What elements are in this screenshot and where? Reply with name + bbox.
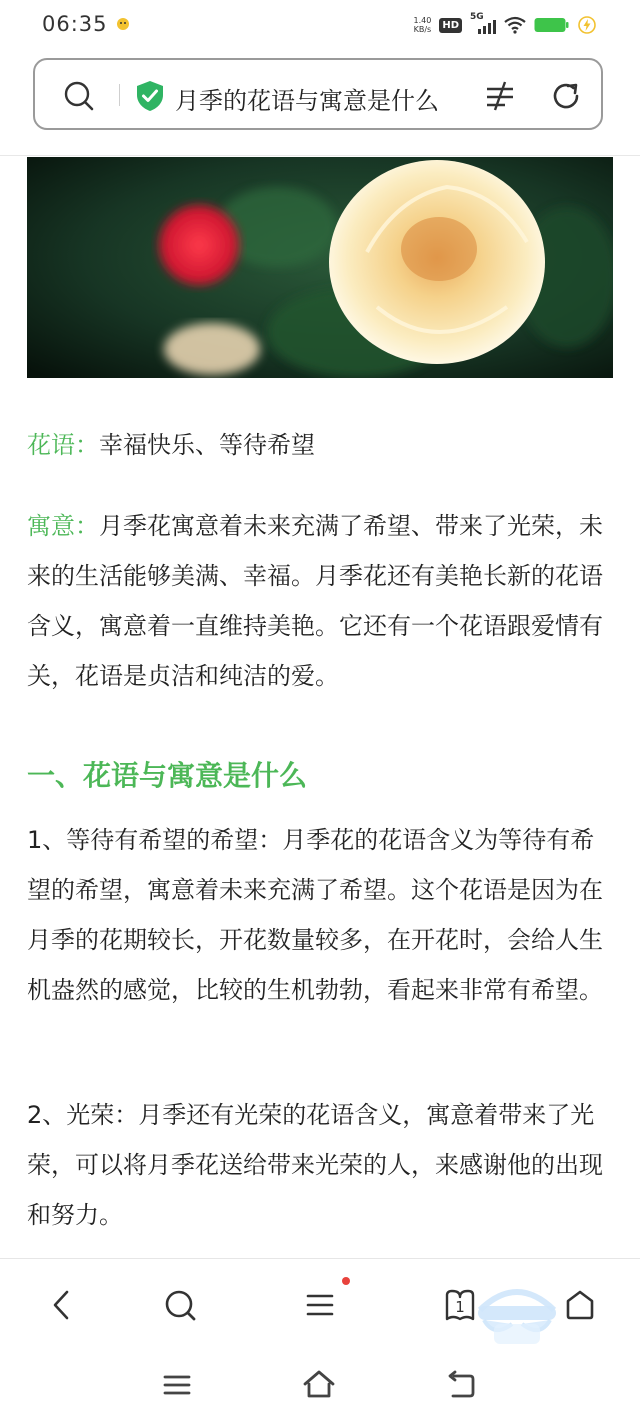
- back-icon[interactable]: [42, 1285, 82, 1325]
- status-bar: [0, 0, 640, 52]
- meaning-paragraph: [27, 501, 617, 701]
- meaning-text: 月季花寓意着未来充满了希望、带来了光荣，未来的生活能够美满、幸福。月季花还有美艳长新的花语含义，寓意着一直维持美艳。它还有一个花语跟爱情有关，花语是贞洁和纯洁的爱。: [27, 512, 603, 690]
- rose-photo: [27, 157, 613, 378]
- menu-notification-dot: [342, 1277, 350, 1285]
- net-speed: 1.40 KB/s: [413, 16, 432, 34]
- flower-language-text: 幸福快乐、等待希望: [99, 431, 315, 459]
- address-bar[interactable]: [33, 58, 603, 130]
- address-divider: [119, 84, 120, 106]
- text-tool-icon[interactable]: [483, 80, 517, 112]
- battery-icon: [534, 16, 570, 34]
- flower-language-paragraph: [27, 420, 617, 470]
- system-nav-bar: [0, 1350, 640, 1422]
- system-home-icon[interactable]: [302, 1368, 336, 1402]
- shield-check-icon: [135, 80, 165, 112]
- section-title: 一、花语与寓意是什么: [27, 759, 308, 792]
- home-icon[interactable]: [560, 1285, 600, 1325]
- cell-signal-icon: [470, 12, 496, 34]
- app-notification-icon: [116, 17, 130, 31]
- tabs-count: 1: [455, 1298, 465, 1316]
- system-back-icon[interactable]: [444, 1368, 478, 1402]
- signal-5g-label: 5G: [470, 12, 484, 22]
- recent-apps-icon[interactable]: [160, 1368, 194, 1402]
- status-time: 06:35: [42, 12, 108, 36]
- point-1-paragraph: 1、等待有希望的希望：月季花的花语含义为等待有希望的希望，寓意着未来充满了希望。这个花语是因为在月季的花期较长，开花数量较多，在开花时，会给人生机盎然的感觉，比较的生机勃勃，看起来非常有希望。: [27, 826, 603, 1004]
- meaning-label: 寓意：: [27, 512, 99, 540]
- point-2-paragraph: 2、光荣：月季还有光荣的花语含义，寓意着带来了光荣，可以将月季花送给带来光荣的人，来感谢他的出现和努力。: [27, 1101, 603, 1229]
- header-divider: [0, 155, 640, 156]
- search-query[interactable]: 月季的花语与寓意是什么: [175, 87, 439, 115]
- menu-icon[interactable]: [300, 1285, 340, 1325]
- toolbar-search-icon[interactable]: [160, 1285, 200, 1325]
- charging-icon: [578, 16, 596, 34]
- flower-language-label: 花语：: [27, 431, 99, 459]
- status-indicators: [414, 12, 596, 38]
- wifi-icon: [504, 16, 526, 34]
- assistant-mascot-icon[interactable]: [474, 1280, 560, 1346]
- hd-badge: HD: [439, 18, 462, 33]
- search-icon[interactable]: [63, 80, 95, 112]
- reload-icon[interactable]: [550, 80, 582, 112]
